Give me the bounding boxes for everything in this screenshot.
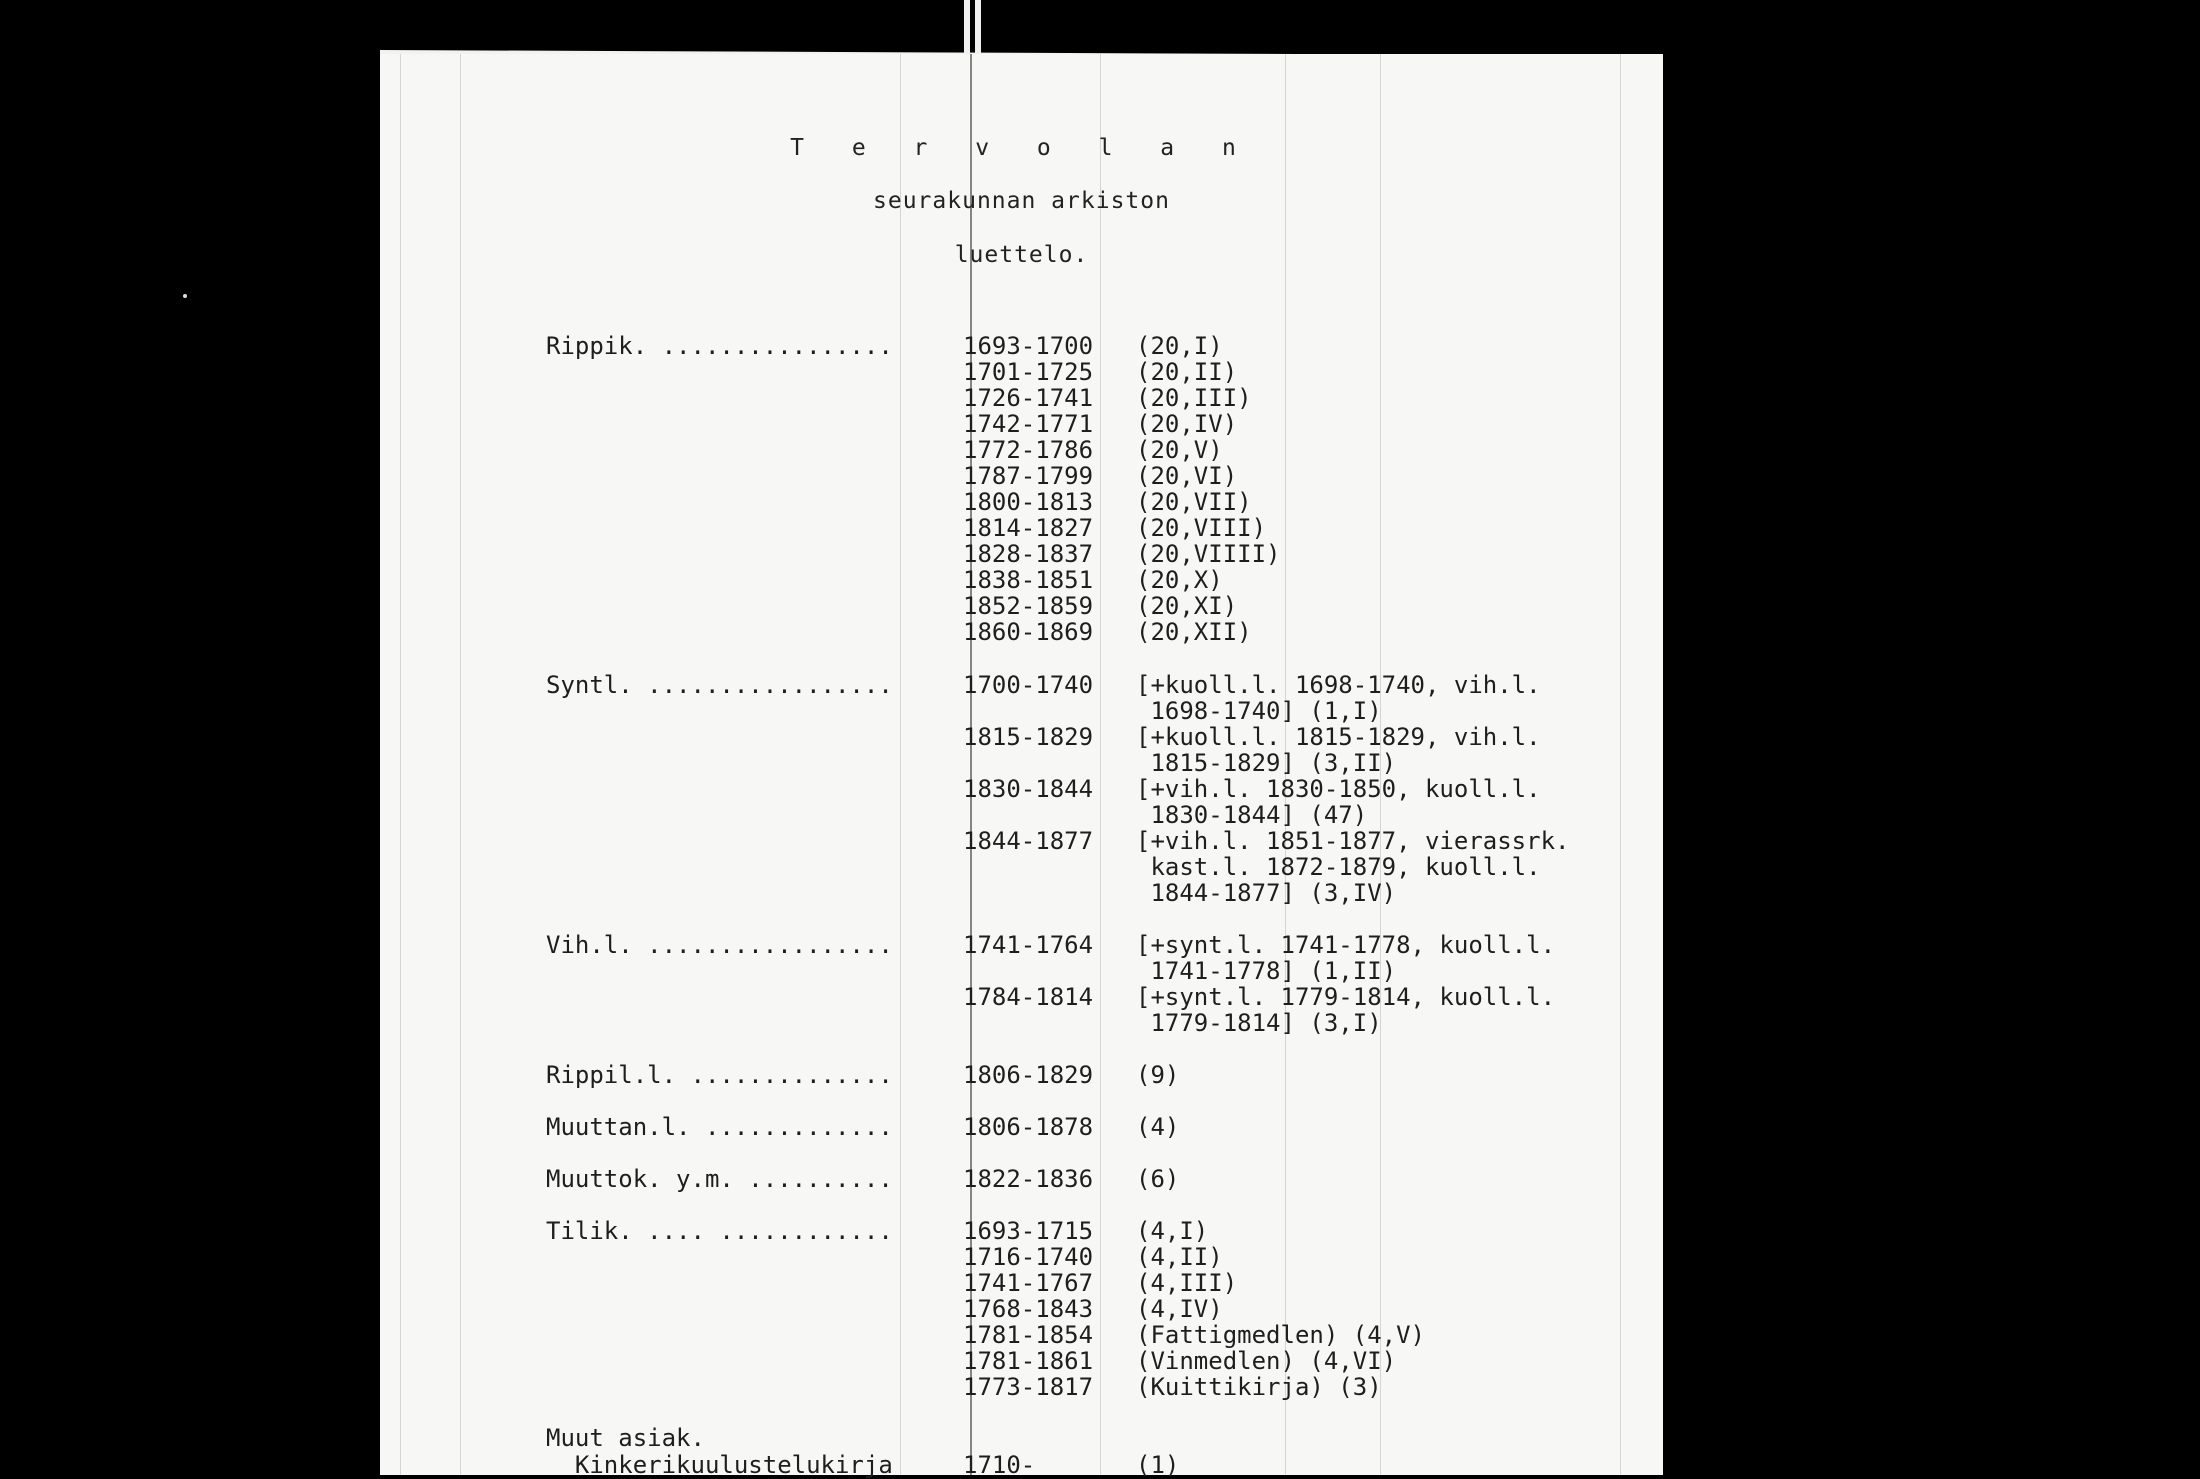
volume-reference: (Fattigmedlen) (4,V) bbox=[1136, 1321, 1425, 1349]
volume-reference: (20,I) bbox=[1136, 332, 1223, 360]
volume-reference: (9) bbox=[1136, 1061, 1180, 1089]
volume-reference: (Kuittikirja) (3) bbox=[1136, 1373, 1382, 1401]
section-label: Rippik. ................ bbox=[546, 332, 893, 360]
year-range: 1806-1878 bbox=[963, 1113, 1094, 1141]
scan-dust bbox=[183, 294, 187, 298]
volume-reference: 1779-1814] (3,I) bbox=[1136, 1009, 1382, 1037]
volume-reference: [+vih.l. 1851-1877, vierassrk. bbox=[1136, 827, 1570, 855]
year-range: 1814-1827 bbox=[963, 514, 1094, 542]
year-range: 1768-1843 bbox=[963, 1295, 1094, 1323]
volume-reference: (20,II) bbox=[1136, 358, 1238, 386]
volume-reference: (4,I) bbox=[1136, 1217, 1209, 1245]
year-range: 1838-1851 bbox=[963, 566, 1094, 594]
volume-reference: (20,VII) bbox=[1136, 488, 1252, 516]
document-title: T e r v o l a n bbox=[790, 135, 1253, 161]
year-range: 1716-1740 bbox=[963, 1243, 1094, 1271]
volume-reference: (20,XI) bbox=[1136, 592, 1238, 620]
volume-reference: (20,VI) bbox=[1136, 462, 1238, 490]
binding-gap-left bbox=[964, 0, 970, 60]
volume-reference: (20,VIIII) bbox=[1136, 540, 1281, 568]
document-subtitle: seurakunnan arkiston bbox=[873, 188, 1170, 214]
year-range: 1726-1741 bbox=[963, 384, 1094, 412]
volume-reference: (4) bbox=[1136, 1113, 1180, 1141]
year-range: 1822-1836 bbox=[963, 1165, 1094, 1193]
year-range: 1700-1740 bbox=[963, 671, 1094, 699]
year-range: 1693-1715 bbox=[963, 1217, 1094, 1245]
volume-reference: (20,III) bbox=[1136, 384, 1252, 412]
volume-reference: (1) bbox=[1136, 1451, 1180, 1479]
year-range: 1741-1767 bbox=[963, 1269, 1094, 1297]
year-range: 1828-1837 bbox=[963, 540, 1094, 568]
volume-reference: (4,IV) bbox=[1136, 1295, 1223, 1323]
year-range: 1852-1859 bbox=[963, 592, 1094, 620]
section-label: Kinkerikuulustelukirja bbox=[546, 1451, 893, 1479]
year-range: 1742-1771 bbox=[963, 410, 1094, 438]
year-range: 1693-1700 bbox=[963, 332, 1094, 360]
year-range: 1860-1869 bbox=[963, 618, 1094, 646]
section-label: Syntl. ................. bbox=[546, 671, 893, 699]
volume-reference: (20,VIII) bbox=[1136, 514, 1267, 542]
year-range: 1701-1725 bbox=[963, 358, 1094, 386]
binding-gap-right bbox=[975, 0, 981, 60]
volume-reference: 1815-1829] (3,II) bbox=[1136, 749, 1397, 777]
section-label: Muut asiak. bbox=[546, 1424, 705, 1452]
volume-reference: [+synt.l. 1779-1814, kuoll.l. bbox=[1136, 983, 1556, 1011]
year-range: 1741-1764 bbox=[963, 931, 1094, 959]
year-range: 1830-1844 bbox=[963, 775, 1094, 803]
volume-reference: (Vinmedlen) (4,VI) bbox=[1136, 1347, 1397, 1375]
year-range: 1844-1877 bbox=[963, 827, 1094, 855]
year-range: 1781-1854 bbox=[963, 1321, 1094, 1349]
volume-reference: 1741-1778] (1,II) bbox=[1136, 957, 1397, 985]
year-range: 1800-1813 bbox=[963, 488, 1094, 516]
document-subtitle-2: luettelo. bbox=[954, 242, 1089, 268]
year-range: 1710- bbox=[963, 1451, 1036, 1479]
volume-reference: [+kuoll.l. 1698-1740, vih.l. bbox=[1136, 671, 1541, 699]
volume-reference: [+kuoll.l. 1815-1829, vih.l. bbox=[1136, 723, 1541, 751]
section-label: Muuttok. y.m. .......... bbox=[546, 1165, 893, 1193]
section-label: Tilik. .... ............ bbox=[546, 1217, 893, 1245]
section-label: Vih.l. ................. bbox=[546, 931, 893, 959]
volume-reference: [+synt.l. 1741-1778, kuoll.l. bbox=[1136, 931, 1556, 959]
year-range: 1806-1829 bbox=[963, 1061, 1094, 1089]
volume-reference: (20,V) bbox=[1136, 436, 1223, 464]
volume-reference: (20,XII) bbox=[1136, 618, 1252, 646]
volume-reference: (20,IV) bbox=[1136, 410, 1238, 438]
year-range: 1772-1786 bbox=[963, 436, 1094, 464]
volume-reference: 1844-1877] (3,IV) bbox=[1136, 879, 1397, 907]
volume-reference: (20,X) bbox=[1136, 566, 1223, 594]
year-range: 1781-1861 bbox=[963, 1347, 1094, 1375]
year-range: 1815-1829 bbox=[963, 723, 1094, 751]
year-range: 1784-1814 bbox=[963, 983, 1094, 1011]
volume-reference: (4,III) bbox=[1136, 1269, 1238, 1297]
volume-reference: [+vih.l. 1830-1850, kuoll.l. bbox=[1136, 775, 1541, 803]
volume-reference: (6) bbox=[1136, 1165, 1180, 1193]
section-label: Rippil.l. .............. bbox=[546, 1061, 893, 1089]
volume-reference: 1698-1740] (1,I) bbox=[1136, 697, 1382, 725]
volume-reference: (4,II) bbox=[1136, 1243, 1223, 1271]
year-range: 1787-1799 bbox=[963, 462, 1094, 490]
volume-reference: 1830-1844] (47) bbox=[1136, 801, 1368, 829]
volume-reference: kast.l. 1872-1879, kuoll.l. bbox=[1136, 853, 1541, 881]
section-label: Muuttan.l. ............. bbox=[546, 1113, 893, 1141]
year-range: 1773-1817 bbox=[963, 1373, 1094, 1401]
